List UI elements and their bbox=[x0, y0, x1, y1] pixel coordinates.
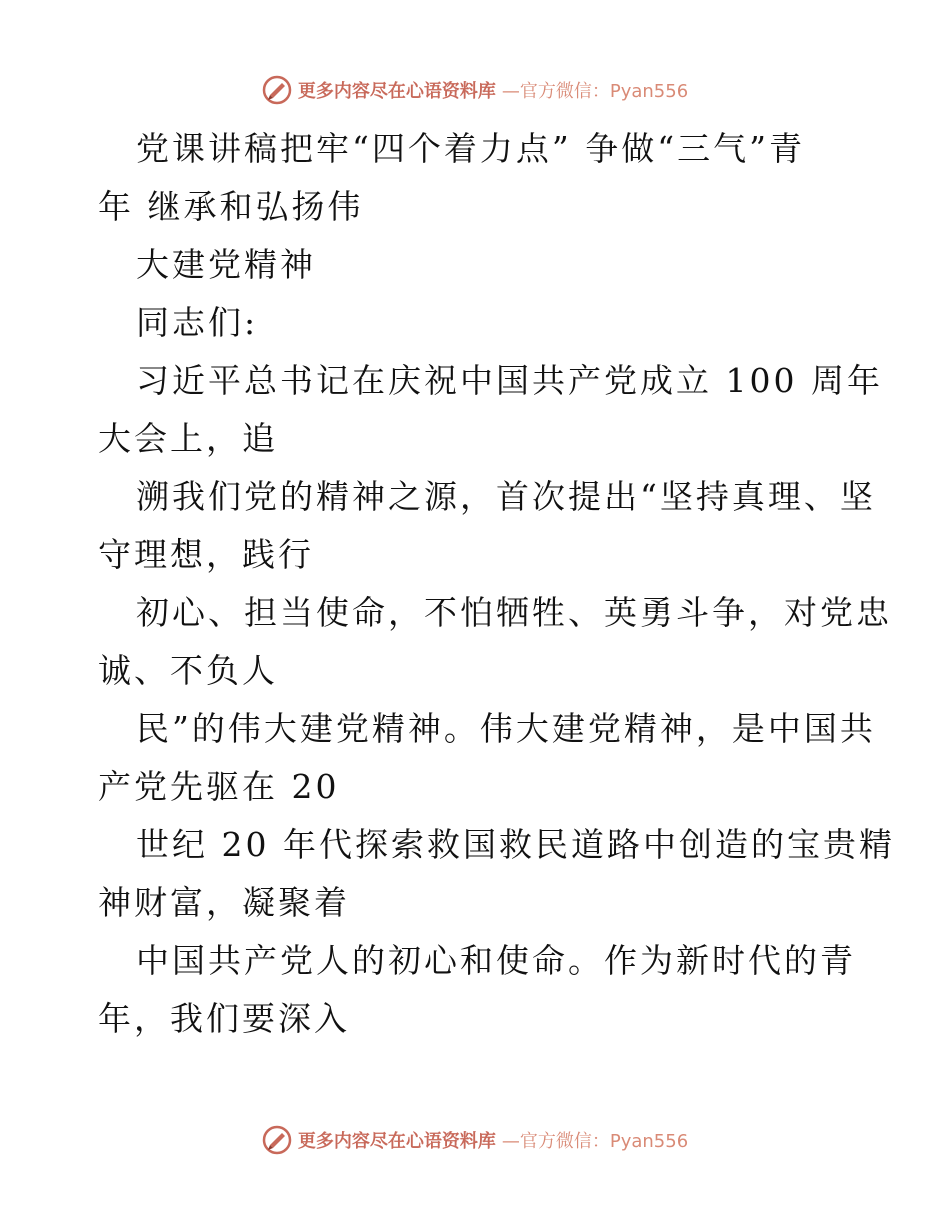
text-line: 习近平总书记在庆祝中国共产党成立 100 周年 bbox=[136, 361, 883, 400]
text-line: 党课讲稿把牢“四个着力点” 争做“三气”青 bbox=[136, 129, 805, 168]
text-line: 产党先驱在 20 bbox=[98, 767, 340, 806]
text-line: 大建党精神 bbox=[136, 245, 316, 284]
text-line: 世纪 20 年代探索救国救民道路中创造的宝贵精 bbox=[136, 825, 895, 864]
footer-watermark bbox=[0, 1120, 950, 1160]
watermark-brand-text: 更多内容尽在心语资料库 bbox=[297, 81, 496, 102]
text-line: 民”的伟大建党精神。伟大建党精神，是中国共 bbox=[136, 709, 876, 748]
brand-logo-icon bbox=[262, 75, 292, 105]
watermark-official-text: —官方微信：Pyan556 bbox=[501, 1131, 689, 1152]
text-line: 同志们: bbox=[136, 303, 259, 342]
text-line: 中国共产党人的初心和使命。作为新时代的青 bbox=[136, 941, 856, 980]
text-line: 年 继承和弘扬伟 bbox=[98, 187, 364, 226]
watermark-official-text: —官方微信：Pyan556 bbox=[501, 81, 689, 102]
document-body bbox=[98, 120, 895, 1048]
header-watermark bbox=[0, 70, 950, 110]
text-line: 初心、担当使命，不怕牺牲、英勇斗争，对党忠 bbox=[136, 593, 892, 632]
text-line: 神财富，凝聚着 bbox=[98, 883, 350, 922]
watermark-brand-text: 更多内容尽在心语资料库 bbox=[297, 1131, 496, 1152]
text-line: 守理想，践行 bbox=[98, 535, 314, 574]
text-line: 年，我们要深入 bbox=[98, 999, 350, 1038]
text-line: 溯我们党的精神之源，首次提出“坚持真理、坚 bbox=[136, 477, 876, 516]
text-line: 诚、不负人 bbox=[98, 651, 278, 690]
text-line: 大会上，追 bbox=[98, 419, 278, 458]
brand-logo-icon bbox=[262, 1125, 292, 1155]
